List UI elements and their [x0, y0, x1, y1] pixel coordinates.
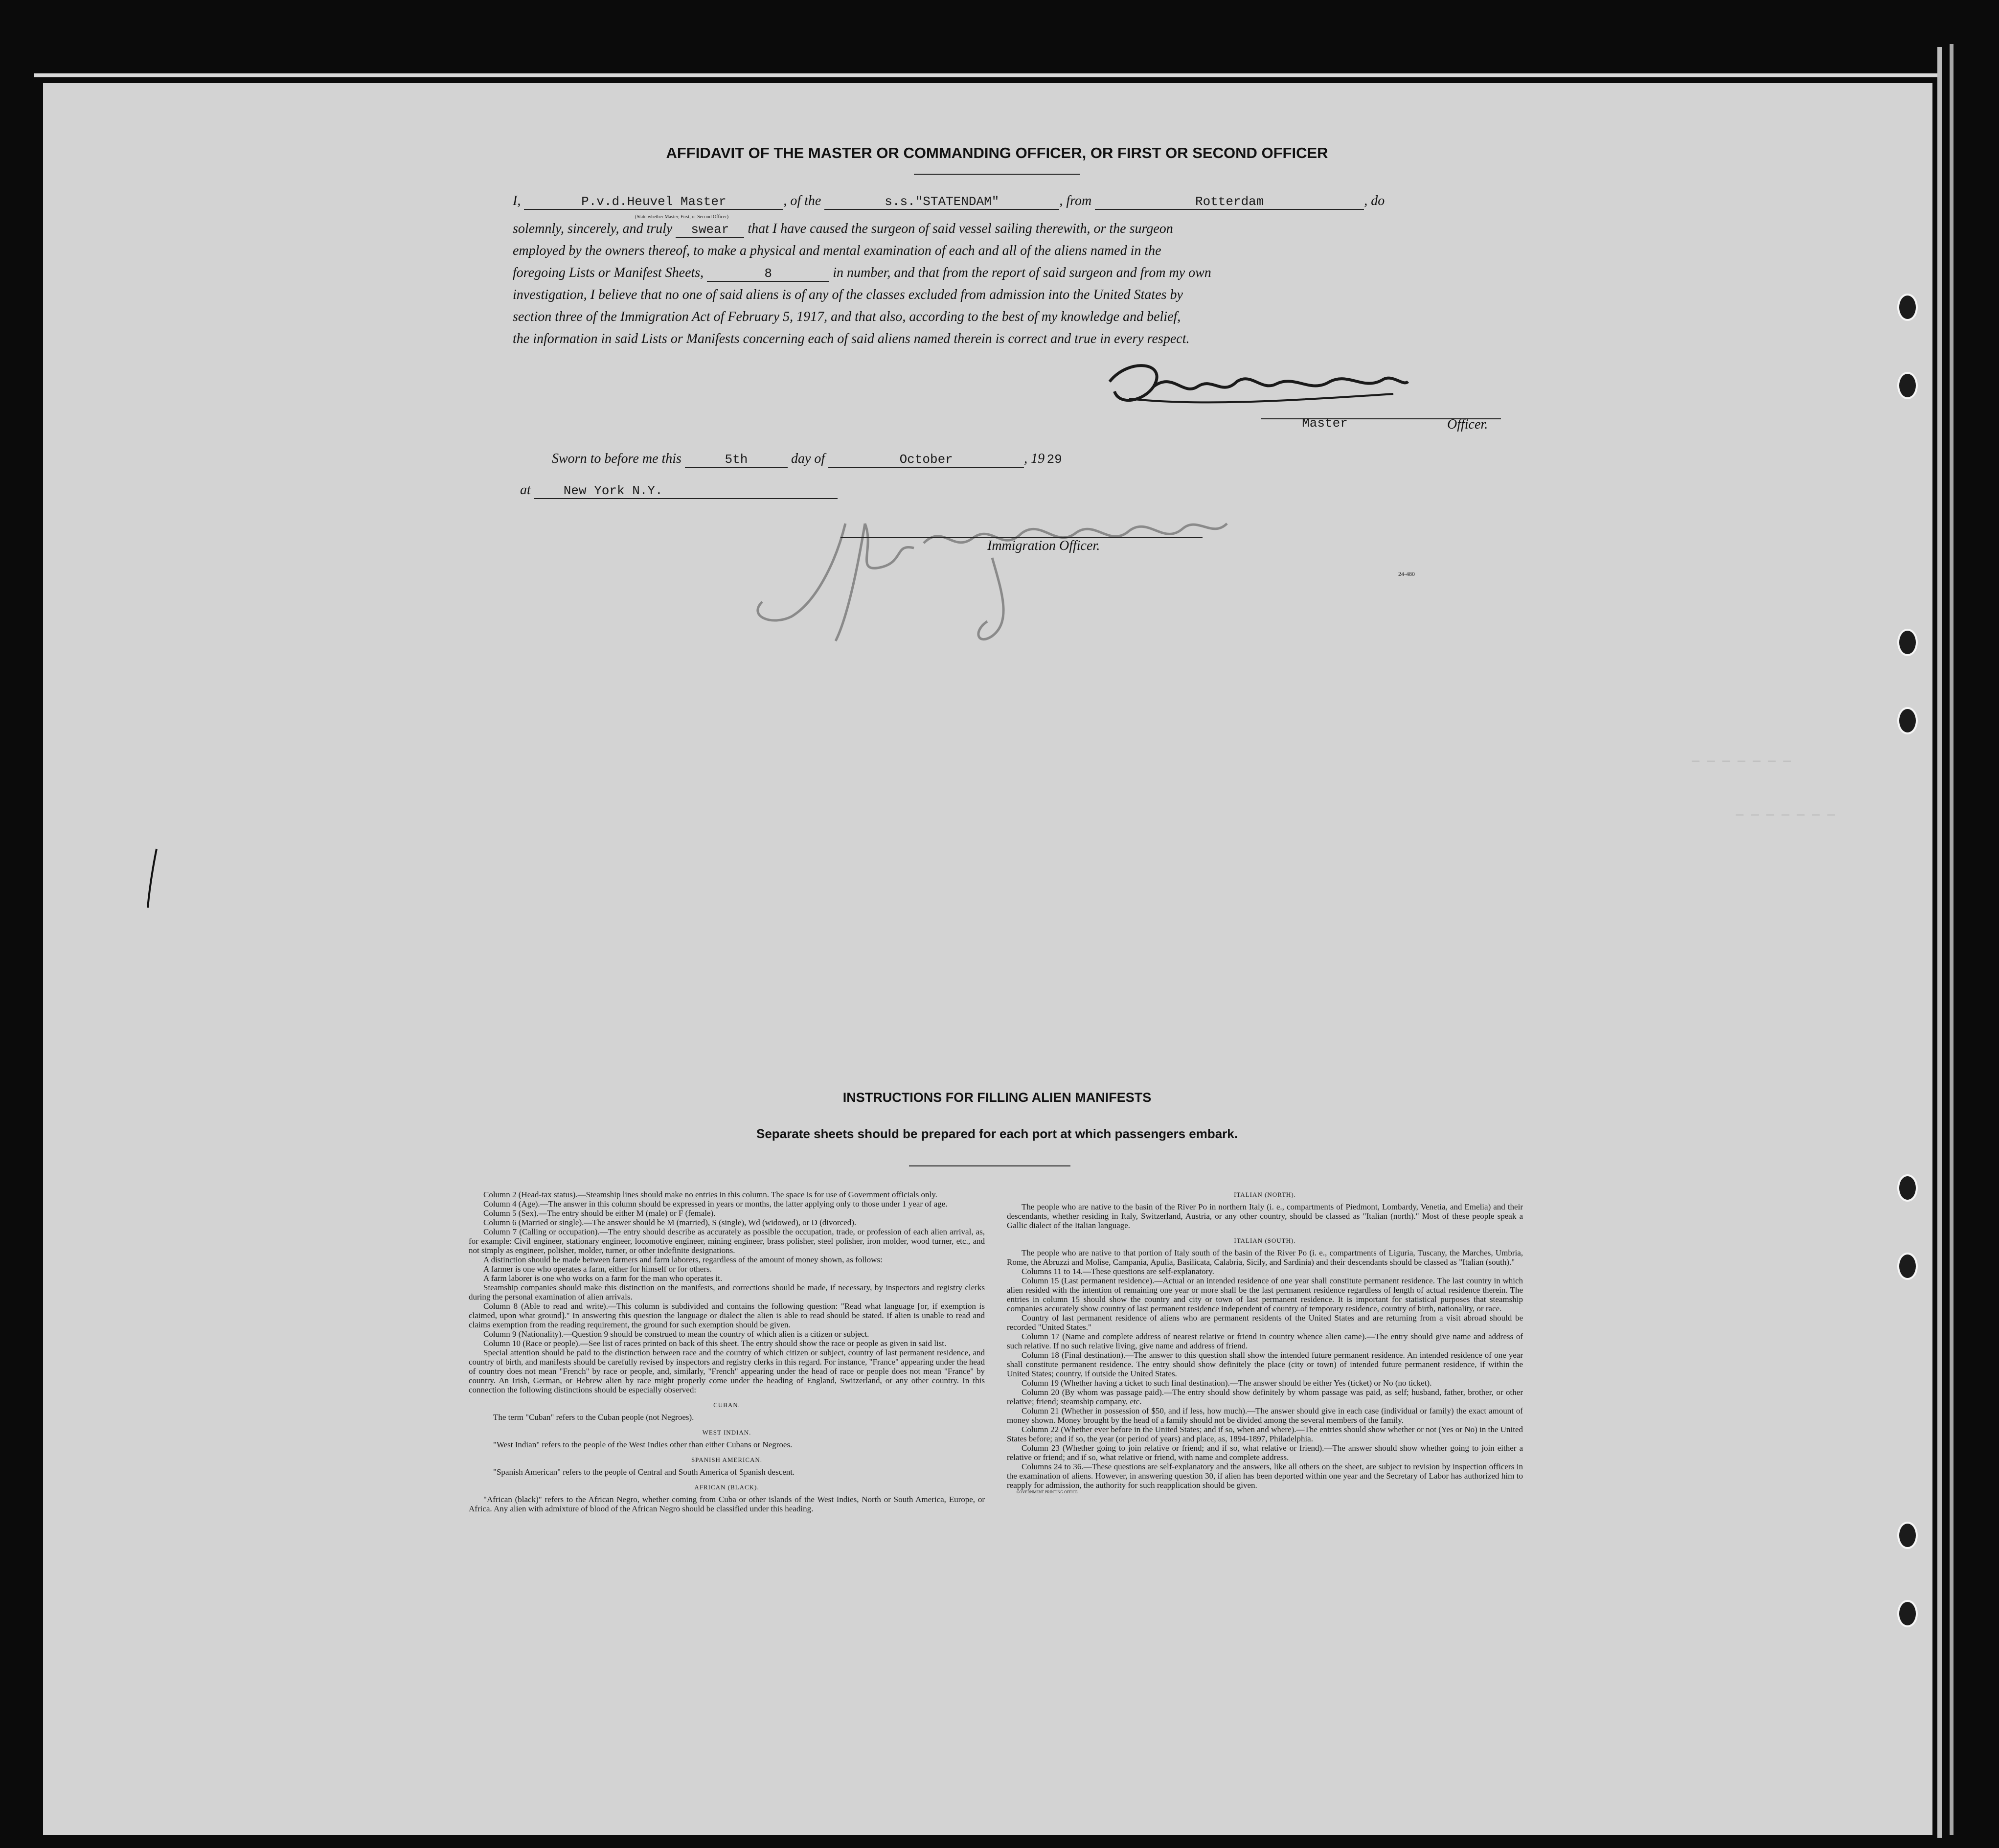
- title-rule: [914, 174, 1080, 175]
- right-paragraph: Column 22 (Whether ever before in the United States; and if so, when and where).—The entries should show whether or not (Yes or No) in the United States before; and if so, the year (or period of years) and place, as, 1894-1897, Philadelphia.: [1007, 1425, 1523, 1443]
- year-prefix: , 19: [1024, 451, 1045, 466]
- instructions-left-column: [469, 1190, 985, 1513]
- do-label: , do: [1364, 193, 1385, 208]
- punch-hole-icon: [1897, 629, 1918, 656]
- left-paragraph: Column 2 (Head-tax status).—Steamship lines should make no entries in this column. The space is for use of Government officials only.: [483, 1190, 937, 1199]
- line2-rest: that I have caused the surgeon of said vessel sailing therewith, or the surgeon: [748, 221, 1173, 236]
- margin-mark: [146, 846, 160, 910]
- right-paragraph: Column 18 (Final destination).—The answer to this question shall show the intended future permanent residence. An intended residence of one year shall constitute permanent residence. The entry should show definitely the place (city or town) of intended future permanent residence, if within the United States; country, if outside the United States.: [1007, 1350, 1523, 1378]
- cuban-text: The term "Cuban" refers to the Cuban people (not Negroes).: [493, 1413, 694, 1422]
- sworn-line: [552, 451, 1237, 468]
- bleed-through-text: — — — — — — —: [1692, 753, 1791, 768]
- day-field: 5th: [685, 452, 788, 468]
- at-label: at: [520, 482, 531, 498]
- master-signature: [1100, 352, 1413, 421]
- vessel-field: s.s."STATENDAM": [824, 194, 1059, 210]
- bleed-through-text: — — — — — — —: [1736, 807, 1835, 822]
- rank-caption: (State whether Master, First, or Second Officer): [635, 214, 729, 220]
- italian-north-heading: ITALIAN (NORTH).: [1234, 1191, 1296, 1198]
- left-paragraph: Column 6 (Married or single).—The answer should be M (married), S (single), Wd (widowed), or D (divorced).: [483, 1218, 857, 1227]
- left-paragraph: Column 10 (Race or people).—See list of races printed on back of this sheet. The entry should show the race or people as given in said list.: [483, 1339, 947, 1348]
- left-paragraph: A farm laborer is one who works on a farm for the man who operates it.: [483, 1274, 723, 1283]
- left-paragraph: A farmer is one who operates a farm, either for himself or for others.: [483, 1264, 712, 1274]
- sheets-field: 8: [707, 266, 829, 282]
- left-paragraph: Column 9 (Nationality).—Question 9 should be construed to mean the country of which alien is a citizen or subject.: [483, 1329, 869, 1339]
- left-paragraph: Column 4 (Age).—The answer in this column should be expressed in years or months, the latter applying only to those under 1 year of age.: [483, 1199, 948, 1209]
- sheet-edge-right: [1937, 47, 1942, 1838]
- printer-label: GOVERNMENT PRINTING OFFICE: [1017, 1490, 1078, 1494]
- immigration-officer-label: Immigration Officer.: [987, 538, 1100, 553]
- left-paragraph: A distinction should be made between farmers and farm laborers, regardless of the amount of money shown, as follows:: [483, 1255, 883, 1264]
- sworn-label: Sworn to before me this: [552, 451, 681, 466]
- left-paragraph: Column 7 (Calling or occupation).—The entry should describe as accurately as possible the occupation, trade, or profession of each alien arrival, as, for example: Civil engineer, stationary engineer, locomotive engineer, mining engineer, brass polisher, steel polisher, iron molder, wood turner, etc., and not simply as engineer, polisher, molder, turner, or other indefinite designations.: [469, 1227, 985, 1255]
- year-field: 29: [1046, 452, 1062, 467]
- signer-title-field: Master: [1302, 416, 1348, 431]
- punch-hole-icon: [1897, 1174, 1918, 1202]
- affidavit-line-3: employed by the owners thereof, to make a physical and mental examination of each and all of the aliens named in the: [513, 243, 1161, 258]
- west-indian-text: "West Indian" refers to the people of the West Indies other than either Cubans or Negroes.: [493, 1440, 793, 1449]
- sheet-edge-right-2: [1950, 44, 1954, 1835]
- right-paragraph: Column 15 (Last permanent residence).—Actual or an intended residence of one year shall constitute permanent residence. The last country in which alien resided with the intention of remaining one year or more shall be the last permanent residence regardless of length of actual residence therein. The entries in column 15 should show the country and city or town of last permanent residence. It is important for statistical purposes that steamship companies accurately show country of last permanent residence independent of country of temporary residence, country of birth, nationality, or race.: [1007, 1276, 1523, 1313]
- day-of-label: day of: [791, 451, 825, 466]
- right-paragraph: Column 23 (Whether going to join relative or friend; and if so, what relative or friend).—The answer should show whether going to join either a relative or friend; and if so, what relative or friend, with name and complete address.: [1007, 1443, 1523, 1462]
- punch-hole-icon: [1897, 1253, 1918, 1280]
- affidavit-line-1: [513, 193, 1506, 210]
- spanish-american-heading: SPANISH AMERICAN.: [691, 1456, 763, 1463]
- line4-a: foregoing Lists or Manifest Sheets,: [513, 265, 704, 280]
- punch-hole-icon: [1897, 1522, 1918, 1549]
- affidavit-line-2: [513, 221, 1506, 238]
- affidavit-line-5: investigation, I believe that no one of said aliens is of any of the classes excluded from admission into the United States by: [513, 287, 1183, 302]
- instructions-subtitle: Separate sheets should be prepared for each port at which passengers embark.: [756, 1126, 1238, 1141]
- instructions-title: INSTRUCTIONS FOR FILLING ALIEN MANIFESTS: [842, 1090, 1152, 1105]
- left-paragraph: Special attention should be paid to the distinction between race and the country of which citizen or subject, country of last permanent residence, and country of birth, and manifests should be carefully revised by inspectors and registry clerks in this regard. For instance, "France" appearing under the head of country does not mean "French" by race or people, and, similarly, "French" appearing under the head of race or people does not mean "France" by country. An Irish, German, or Hebrew alien by race might properly come under the heading of England, Switzerland, or any other country. In this connection the following distinctions should be especially observed:: [469, 1348, 985, 1394]
- of-the-label: , of the: [783, 193, 821, 208]
- punch-hole-icon: [1897, 294, 1918, 321]
- affidavit-line-7: the information in said Lists or Manifests concerning each of said aliens named therein is correct and true in every respect.: [513, 331, 1190, 346]
- spanish-american-text: "Spanish American" refers to the people of Central and South America of Spanish descent.: [493, 1467, 795, 1477]
- right-paragraph: Column 19 (Whether having a ticket to such final destination).—The answer should be either Yes (ticket) or No (no ticket).: [1022, 1378, 1432, 1388]
- right-paragraph: Country of last permanent residence of aliens who are permanent residents of the United States and are returning from a visit abroad should be recorded "United States.": [1007, 1313, 1523, 1332]
- month-field: October: [828, 452, 1024, 468]
- immigration-officer-signature: [718, 494, 1232, 670]
- instructions-right-column: [1007, 1190, 1523, 1495]
- place-field: New York N.Y.: [534, 483, 838, 499]
- from-label: , from: [1059, 193, 1092, 208]
- punch-hole-icon: [1897, 707, 1918, 734]
- port-field: Rotterdam: [1095, 194, 1364, 210]
- right-paragraph: Column 20 (By whom was passage paid).—The entry should show definitely by whom passage was paid, as self; husband, father, brother, or other relative; friend; steamship company, etc.: [1007, 1388, 1523, 1406]
- left-paragraph: Steamship companies should make this distinction on the manifests, and corrections should be made, if necessary, by inspectors and registry clerks during the personal examination of alien arrivals.: [469, 1283, 985, 1301]
- right-paragraph: Columns 24 to 36.—These questions are self-explanatory and the answers, like all others on the sheet, are subject to revision by inspection officers in the examination of aliens. However, in answering question 30, if alien has been deported within one year and the Secretary of Labor has authorized him to reapply for admission, the authority for such reapplication should be given.: [1007, 1462, 1523, 1490]
- sheet-edge-top: [34, 73, 1942, 77]
- right-paragraph: The people who are native to that portion of Italy south of the basin of the River Po (i. e., compartments of Liguria, Tuscany, the Marches, Umbria, Rome, the Abruzzi and Molise, Campania, Apulia, Basilicata, Calabria, Sicily, and Sardinia) and their descendants should be classed as "Italian (south).": [1007, 1248, 1523, 1267]
- right-paragraph: Columns 11 to 14.—These questions are self-explanatory.: [1022, 1267, 1214, 1276]
- right-paragraph: Column 17 (Name and complete address of nearest relative or friend in country whence alien came).—The entry should give name and address of such relative. If no such relative living, give name and address of friend.: [1007, 1332, 1523, 1350]
- officer-label: Officer.: [1447, 417, 1488, 432]
- instructions-rule: [909, 1165, 1070, 1166]
- affidavit-line-6: section three of the Immigration Act of February 5, 1917, and that also, according to the best of my knowledge and belief,: [513, 309, 1181, 324]
- solemnly-label: solemnly, sincerely, and truly: [513, 221, 673, 236]
- form-number: 24-480: [1398, 570, 1415, 577]
- i-label: I,: [513, 193, 521, 208]
- punch-hole-icon: [1897, 1600, 1918, 1627]
- african-text: "African (black)" refers to the African Negro, whether coming from Cuba or other islands of the West Indies, North or South America, Europe, or Africa. Any alien with admixture of blood of the African Negro should be classified under this heading.: [469, 1495, 985, 1513]
- african-heading: AFRICAN (BLACK).: [694, 1483, 759, 1491]
- left-paragraph: Column 5 (Sex).—The entry should be either M (male) or F (female).: [483, 1209, 716, 1218]
- cuban-heading: CUBAN.: [713, 1401, 740, 1409]
- affidavit-line-4: [513, 265, 1506, 282]
- manifest-page: [43, 83, 1932, 1835]
- italian-north-text: The people who are native to the basin of the River Po in northern Italy (i. e., compartments of Piedmont, Lombardy, Venetia, and Emelia) and their descendants, whether residing in Italy, Switzerland, Austria, or any other country, should be classed as "Italian (north)." Most of these people speak a Gallic dialect of the Italian language.: [1007, 1202, 1523, 1230]
- oath-field: swear: [676, 222, 744, 238]
- affidavit-title: AFFIDAVIT OF THE MASTER OR COMMANDING OFFICER, OR FIRST OR SECOND OFFICER: [666, 144, 1328, 161]
- italian-south-heading: ITALIAN (SOUTH).: [1234, 1237, 1296, 1244]
- line4-b: in number, and that from the report of said surgeon and from my own: [833, 265, 1211, 280]
- officer-name-field: P.v.d.Heuvel Master: [524, 194, 783, 210]
- west-indian-heading: WEST INDIAN.: [702, 1429, 751, 1436]
- left-paragraph: Column 8 (Able to read and write).—This column is subdivided and contains the following question: "Read what language [or, if exemption is claimed, upon what ground]." In answering this question the language or dialect the alien is able to read should be stated. If alien is unable to read and claims exemption from the reading requirement, the ground for such exemption should be given.: [469, 1301, 985, 1329]
- right-paragraph: Column 21 (Whether in possession of $50, and if less, how much).—The answer should give in each case (individual or family) the exact amount of money shown. Money brought by the head of a family should not be divided among the several members of the family.: [1007, 1406, 1523, 1425]
- punch-hole-icon: [1897, 372, 1918, 399]
